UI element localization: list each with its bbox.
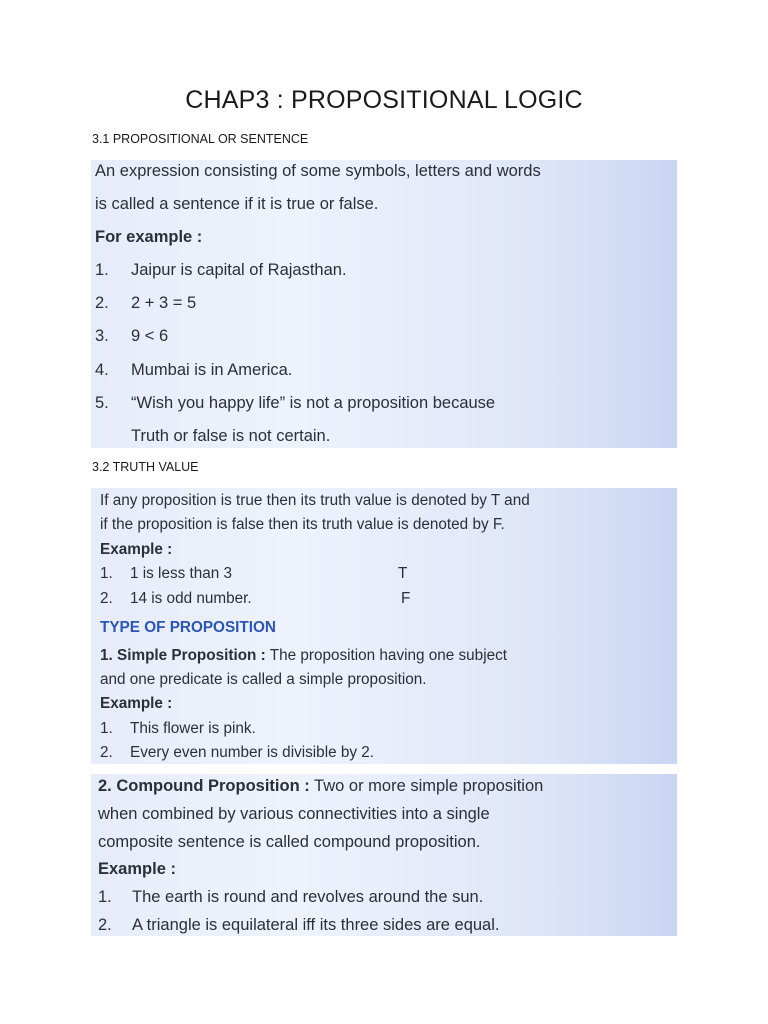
compound-proposition-panel	[91, 774, 677, 936]
list-item-continuation: Truth or false is not certain.	[131, 427, 331, 445]
truth-value-label: T	[398, 565, 408, 582]
example-heading: Example :	[100, 541, 173, 558]
simple-proposition-definition-cont: and one predicate is called a simple proposition.	[100, 671, 427, 688]
list-item: 1. 1 is less than 3	[100, 565, 233, 582]
list-item: 2. A triangle is equilateral iff its three sides are equal.	[98, 916, 500, 934]
truth-value-label: F	[401, 590, 411, 607]
simple-example-heading: Example :	[100, 695, 173, 712]
list-item: 1. The earth is round and revolves around the sun.	[98, 888, 484, 906]
compound-proposition-definition: 2. Compound Proposition : Two or more simple proposition	[98, 777, 544, 795]
list-item: 5. “Wish you happy life” is not a proposition because	[95, 394, 496, 412]
compound-line-3: composite sentence is called compound proposition.	[98, 833, 481, 851]
compound-line-2: when combined by various connectivities into a single	[98, 805, 490, 823]
compound-example-heading: Example :	[98, 860, 176, 878]
page-title: CHAP3 : PROPOSITIONAL LOGIC	[185, 86, 583, 114]
truth-line-1: If any proposition is true then its truth value is denoted by T and	[100, 492, 530, 509]
propositional-sentence-panel	[91, 160, 677, 448]
truth-value-panel	[91, 488, 677, 764]
section-heading-propositional: 3.1 PROPOSITIONAL OR SENTENCE	[92, 132, 309, 146]
type-of-proposition-heading: TYPE OF PROPOSITION	[100, 619, 276, 636]
list-item: 2. 2 + 3 = 5	[95, 294, 197, 312]
list-item: 3. 9 < 6	[95, 327, 169, 345]
for-example-heading: For example :	[95, 228, 203, 246]
list-item: 1. This flower is pink.	[100, 720, 256, 737]
intro-line-2: is called a sentence if it is true or false.	[95, 195, 379, 213]
list-item: 1. Jaipur is capital of Rajasthan.	[95, 261, 347, 279]
simple-proposition-definition: 1. Simple Proposition : The proposition having one subject	[100, 647, 507, 664]
list-item: 2. 14 is odd number.	[100, 590, 252, 607]
intro-line-1: An expression consisting of some symbols, letters and words	[95, 162, 541, 180]
list-item: 4. Mumbai is in America.	[95, 361, 293, 379]
section-heading-truth-value: 3.2 TRUTH VALUE	[92, 460, 199, 474]
list-item: 2. Every even number is divisible by 2.	[100, 744, 375, 761]
truth-line-2: if the proposition is false then its truth value is denoted by F.	[100, 516, 505, 533]
